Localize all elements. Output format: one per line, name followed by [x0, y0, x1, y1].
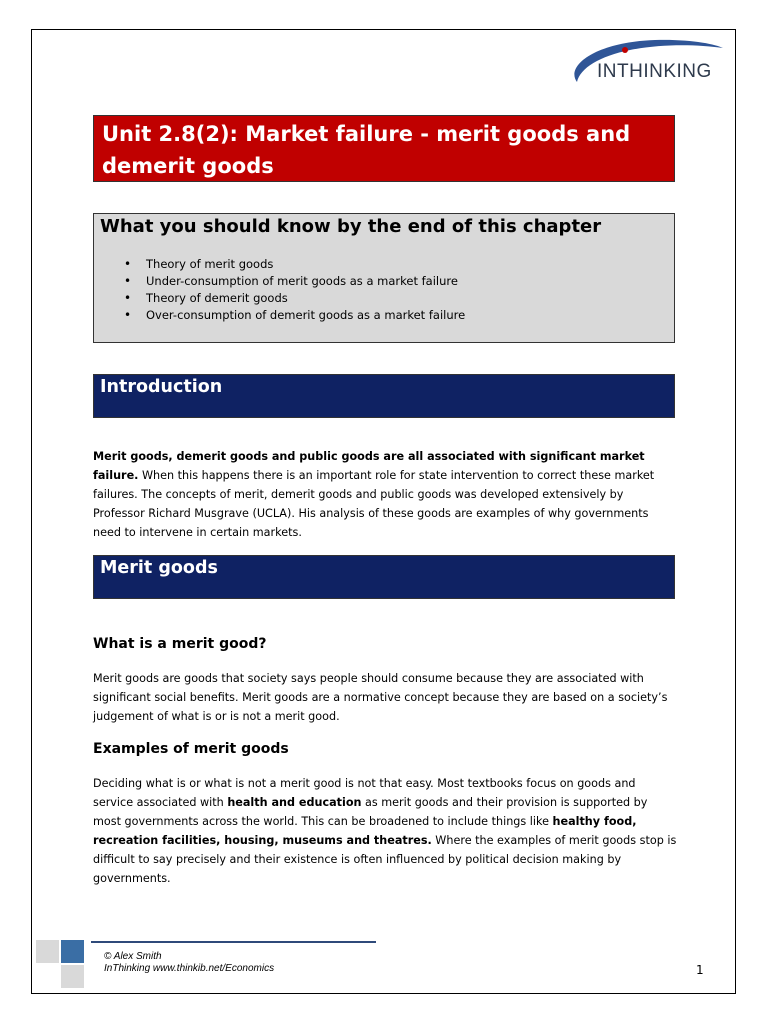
learning-objectives-box [93, 213, 675, 343]
examples-bold-2: healthy food, recreation facilities, housing, museums and theatres. [93, 815, 637, 847]
footer-decoration-squares [36, 940, 86, 990]
footer-credits [104, 951, 274, 975]
introduction-body: When this happens there is an important role for state intervention to correct these market failures. The concepts of merit, demerit goods and public goods was developed extensively by Professor Richard Musgrave (UCLA). His analysis of these goods are examples of why governments need to intervene in certain markets. [93, 469, 655, 539]
learning-objectives-heading: What you should know by the end of this chapter [100, 216, 602, 237]
inthinking-logo-text: INTHINKING [597, 61, 712, 82]
section-heading-merit-goods: Merit goods [93, 555, 675, 599]
subheading-examples: Examples of merit goods [93, 741, 289, 757]
list-item: • Theory of merit goods [124, 256, 465, 273]
learning-objectives-list [124, 256, 465, 324]
introduction-paragraph [93, 447, 678, 542]
footer-copyright: © Alex Smith [104, 951, 162, 962]
page-number: 1 [696, 963, 704, 977]
examples-text-1: Deciding what is or what is not a merit good is not that easy. Most textbooks focus on goods and service associated with [93, 777, 636, 809]
list-item: • Over-consumption of demerit goods as a market failure [124, 307, 465, 324]
what-is-merit-good-paragraph: Merit goods are goods that society says people should consume because they are associated with significant social benefits. Merit goods are a normative concept because they are based on a society’s judgement of what is or is not a merit good. [93, 672, 668, 723]
section-heading-introduction: Introduction [93, 374, 675, 418]
introduction-lead: Merit goods, demerit goods and public goods are all associated with significant market failure. [93, 450, 645, 482]
subheading-what-is-merit-good: What is a merit good? [93, 636, 267, 652]
list-item: • Under-consumption of merit goods as a market failure [124, 273, 465, 290]
examples-text-3: Where the examples of merit goods stop is difficult to say precisely and their existence is often influenced by political decision making by governments. [93, 834, 677, 885]
list-item: • Theory of demerit goods [124, 290, 465, 307]
chapter-title: Unit 2.8(2): Market failure - merit goods and demerit goods [93, 115, 675, 182]
footer-rule [91, 941, 376, 943]
examples-text-2: as merit goods and their provision is supported by most governments across the world. This can be broadened to include things like [93, 796, 648, 828]
footer-site: InThinking www.thinkib.net/Economics [104, 963, 275, 974]
examples-paragraph [93, 774, 678, 888]
examples-bold-1: health and education [227, 796, 362, 809]
